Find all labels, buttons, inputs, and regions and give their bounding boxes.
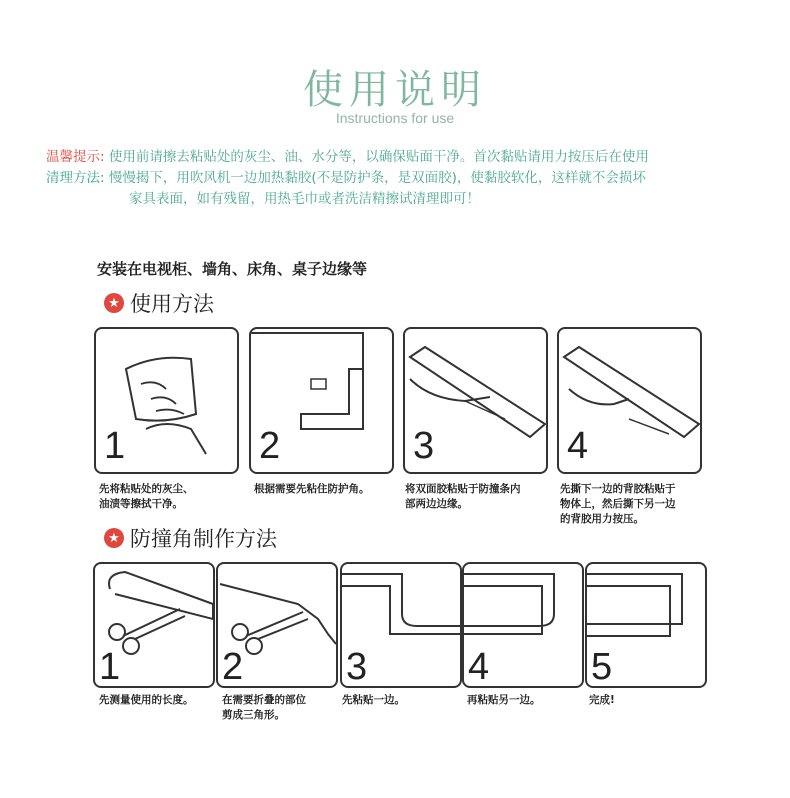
tip-row	[46, 147, 766, 168]
section-making-heading	[104, 523, 277, 553]
step-number: 5	[591, 646, 613, 688]
step-number: 3	[346, 646, 368, 688]
install-heading: 安装在电视柜、墙角、床角、桌子边缘等	[97, 260, 368, 278]
making-step-1-caption: 先测量使用的长度。	[99, 694, 194, 706]
making-step-2-panel	[216, 562, 338, 688]
making-step-1-panel	[93, 562, 215, 688]
star-icon: ★	[104, 293, 124, 313]
making-step-3-caption: 先粘贴一边。	[342, 694, 405, 706]
tip-label: 温馨提示:	[46, 149, 105, 165]
step-number: 2	[259, 425, 281, 467]
making-step-4-caption: 再粘贴另一边。	[467, 694, 541, 706]
step-number: 1	[99, 646, 121, 688]
making-step-5-caption: 完成!	[589, 694, 615, 706]
clean-row	[46, 168, 766, 189]
usage-step-2-panel	[249, 327, 394, 474]
section-making-title: 防撞角制作方法	[130, 527, 277, 551]
usage-step-2-caption: 根据需要先粘住防护角。	[254, 483, 370, 495]
step-number: 2	[222, 646, 244, 688]
step-number: 4	[468, 646, 490, 688]
step-number: 1	[104, 425, 126, 467]
usage-step-1-caption: 先将粘贴处的灰尘、 油渍等擦拭干净。	[99, 483, 194, 510]
star-icon: ★	[104, 528, 124, 548]
tips-block	[46, 147, 766, 210]
section-usage-heading	[104, 288, 214, 318]
usage-step-4-caption: 先撕下一边的背胶粘贴于 物体上，然后撕下另一边 的背胶用力按压。	[560, 483, 676, 525]
page-subtitle: Instructions for use	[335, 110, 455, 126]
step-number: 4	[567, 425, 589, 467]
usage-step-4-panel	[557, 327, 702, 474]
making-step-3-panel	[340, 562, 462, 688]
making-step-5-panel	[585, 562, 707, 688]
step-number: 3	[413, 425, 435, 467]
page-title: 使用说明	[303, 67, 487, 113]
clean-text-2: 家具表面，如有残留，用热毛巾或者洗洁精擦试清理即可！	[129, 191, 480, 207]
clean-text-1: 慢慢揭下，用吹风机一边加热黏胶(不是防护条，是双面胶)，使黏胶软化，这样就不会损坏	[108, 170, 646, 186]
usage-step-1-panel	[94, 327, 239, 474]
clean-label: 清理方法:	[46, 170, 105, 186]
making-step-2-caption: 在需要折叠的部位 剪成三角形。	[222, 694, 306, 721]
tip-text: 使用前请擦去粘贴处的灰尘、油、水分等，以确保贴面干净。首次黏贴请用力按压后在使用	[108, 149, 649, 165]
usage-step-3-caption: 将双面胶粘贴于防撞条内 部两边边缘。	[405, 483, 521, 510]
usage-step-3-panel	[403, 327, 548, 474]
section-usage-title: 使用方法	[130, 292, 214, 316]
making-step-4-panel	[462, 562, 584, 688]
